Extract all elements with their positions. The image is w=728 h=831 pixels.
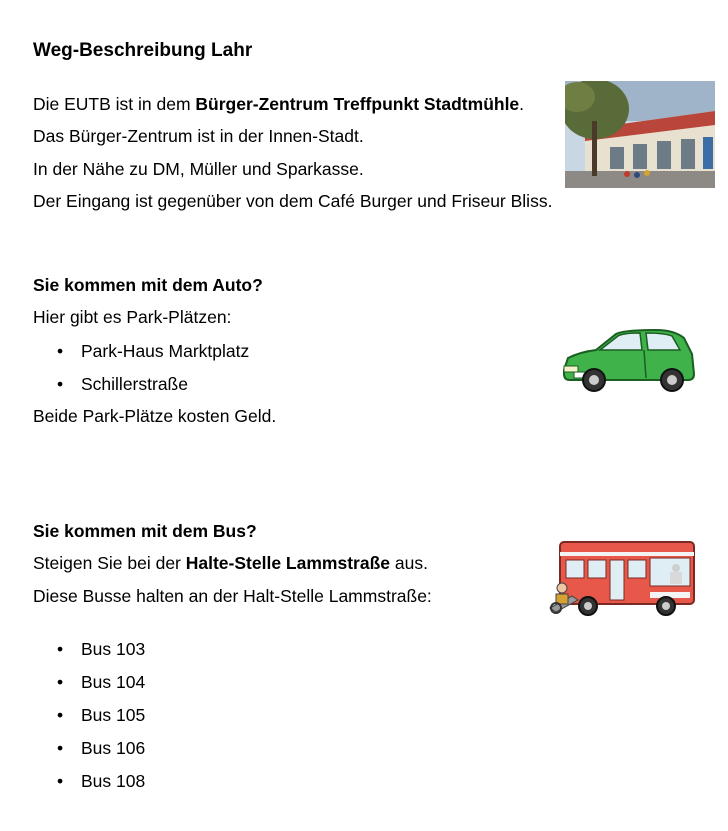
bus-line-1 — [33, 552, 428, 574]
bus-line-2: Diese Busse halten an der Halt-Stelle Lammstraße: — [33, 586, 432, 606]
page-title: Weg-Beschreibung Lahr — [33, 40, 253, 61]
list-item — [57, 373, 188, 395]
building-photo — [565, 81, 715, 188]
bus-item-label: Bus 104 — [81, 672, 146, 692]
bus-line-1-pre: Steigen Sie bei der — [33, 553, 186, 573]
bullet: • — [57, 341, 64, 361]
bullet: • — [57, 705, 64, 725]
bullet: • — [57, 738, 64, 758]
bus-heading: Sie kommen mit dem Bus? — [33, 521, 257, 541]
bus-item-label: Bus 105 — [81, 705, 146, 725]
intro-line-3: In der Nähe zu DM, Müller und Sparkasse. — [33, 159, 364, 179]
intro-line-1 — [33, 93, 524, 115]
car-heading: Sie kommen mit dem Auto? — [33, 275, 263, 295]
parking-item-label: Park-Haus Marktplatz — [81, 341, 250, 361]
list-item — [57, 638, 145, 660]
bus-illustration — [548, 538, 698, 618]
bullet: • — [57, 374, 64, 394]
intro-location-name: Bürger-Zentrum Treffpunkt Stadtmühle — [195, 94, 520, 114]
intro-line-1-post: . — [519, 94, 525, 114]
car-lead: Hier gibt es Park-Plätzen: — [33, 307, 232, 327]
bullet: • — [57, 639, 64, 659]
intro-line-1-pre: Die EUTB ist in dem — [33, 94, 196, 114]
list-item — [57, 340, 249, 362]
car-footer: Beide Park-Plätze kosten Geld. — [33, 406, 277, 426]
bus-line-1-post: aus. — [390, 553, 428, 573]
list-item — [57, 737, 145, 759]
list-item — [57, 704, 145, 726]
car-illustration — [560, 328, 698, 396]
bus-stop-name: Halte-Stelle Lammstraße — [185, 553, 390, 573]
list-item — [57, 770, 145, 792]
bullet: • — [57, 771, 64, 791]
parking-item-label: Schillerstraße — [81, 374, 188, 394]
intro-line-4: Der Eingang ist gegenüber von dem Café Burger und Friseur Bliss. — [33, 191, 553, 211]
bus-item-label: Bus 103 — [81, 639, 146, 659]
intro-line-2: Das Bürger-Zentrum ist in der Innen-Stadt. — [33, 126, 364, 146]
bus-item-label: Bus 106 — [81, 738, 146, 758]
bullet: • — [57, 672, 64, 692]
bus-item-label: Bus 108 — [81, 771, 146, 791]
list-item — [57, 671, 145, 693]
